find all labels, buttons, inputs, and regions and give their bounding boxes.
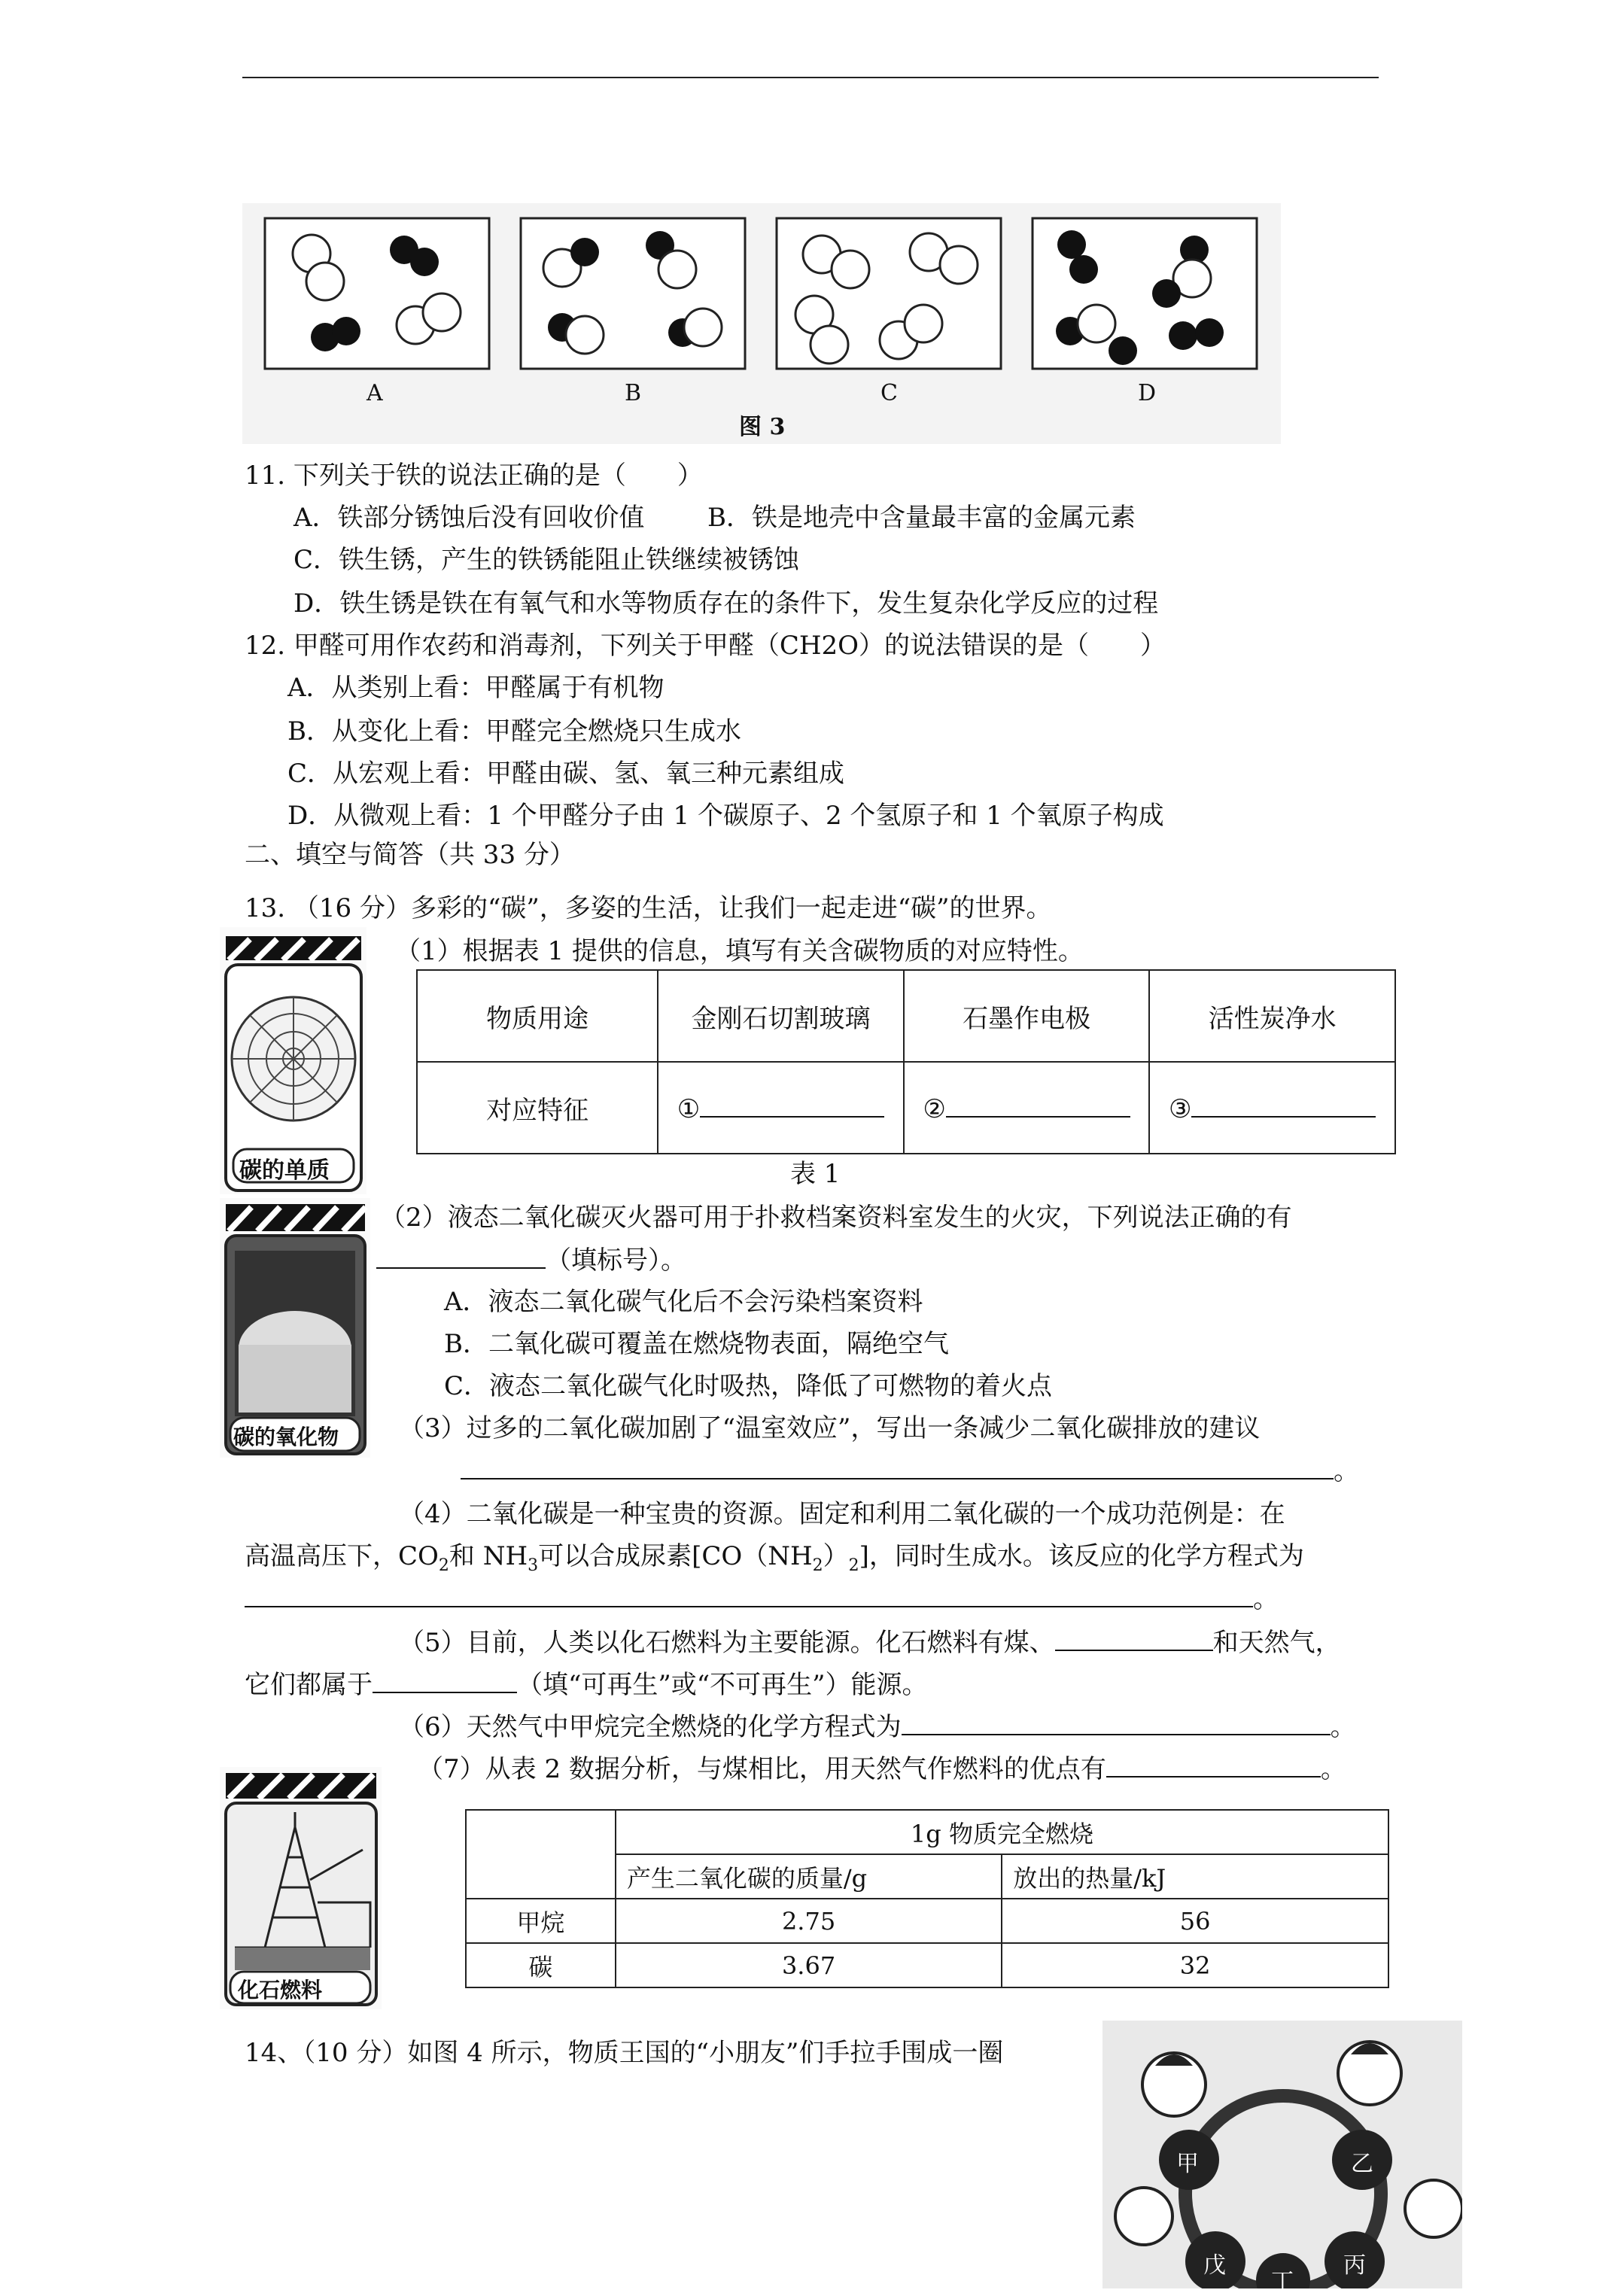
- figure-4-label-jia: 甲: [1176, 2151, 1199, 2177]
- answer-blank-part3[interactable]: [461, 1454, 1334, 1479]
- header-rule: [242, 77, 1379, 78]
- figure-3-label-c: C: [880, 380, 898, 406]
- figure-4-label-ding: 丁: [1271, 2269, 1294, 2295]
- table-1-head-graphite: 石墨作电极: [904, 970, 1150, 1062]
- children-circle-icon: [1102, 2021, 1462, 2288]
- table-1-caption: 表 1: [790, 1159, 841, 1189]
- table-2-col-co2: 产生二氧化碳的质量/g: [616, 1854, 1002, 1899]
- q12-option-d: D．从微观上看：1 个甲醛分子由 1 个碳原子、2 个氢原子和 1 个氧原子构成: [287, 801, 1164, 831]
- q13-part6-end: 。: [1330, 1712, 1356, 1742]
- figure-3-label-a: A: [366, 380, 383, 406]
- figure-3: [242, 203, 1281, 444]
- section-2-heading: 二、填空与简答（共 33 分）: [245, 840, 575, 870]
- q13-stem: 13. （16 分）多彩的“碳”，多姿的生活，让我们一起走进“碳”的世界。: [245, 893, 1052, 923]
- co2-extinguisher-icon: [220, 1198, 370, 1458]
- figure-4-label-bing: 丙: [1343, 2252, 1366, 2279]
- q14-stem: 14、（10 分）如图 4 所示，物质王国的“小朋友”们手拉手围成一圈: [245, 2038, 1004, 2068]
- table-2-carbon-heat: 32: [1002, 1943, 1388, 1987]
- q11-stem: 11. 下列关于铁的说法正确的是（ ）: [245, 461, 703, 491]
- figure-4-label-yi: 乙: [1351, 2151, 1373, 2177]
- answer-blank-part5a[interactable]: [1055, 1625, 1213, 1651]
- q11-option-d: D．铁生锈是铁在有氧气和水等物质存在的条件下，发生复杂化学反应的过程: [293, 588, 1159, 619]
- figure-4-label-wu: 戊: [1203, 2252, 1226, 2279]
- q13-part2-option-b: B．二氧化碳可覆盖在燃烧物表面，隔绝空气: [444, 1329, 949, 1359]
- q13-part2-option-a: A．液态二氧化碳气化后不会污染档案资料: [444, 1287, 923, 1317]
- figure-3-label-d: D: [1138, 380, 1157, 406]
- q13-part2-line1: （2）液态二氧化碳灭火器可用于扑救档案资料室发生的火灾，下列说法正确的有: [380, 1203, 1292, 1233]
- q13-part5-line1b: 和天然气，: [1212, 1628, 1341, 1658]
- blank-mark-3: ③: [1168, 1093, 1192, 1124]
- table-2-row-carbon: 碳: [466, 1943, 616, 1987]
- answer-blank-part2[interactable]: [376, 1243, 546, 1269]
- oil-rig-icon: [220, 1767, 382, 2009]
- table-2-carbon-co2: 3.67: [616, 1943, 1002, 1987]
- q13-part5-line2a: 它们都属于: [245, 1670, 373, 1700]
- q13-part3: （3）过多的二氧化碳加剧了“温室效应”，写出一条减少二氧化碳排放的建议: [399, 1413, 1261, 1443]
- q13-part7: （7）从表 2 数据分析，与煤相比，用天然气作燃料的优点有: [418, 1754, 1106, 1784]
- table-2-methane-heat: 56: [1002, 1899, 1388, 1943]
- table-1-cell-1[interactable]: [658, 1062, 904, 1154]
- fossil-fuel-label: 化石燃料: [238, 1978, 323, 2003]
- q12-stem: 12. 甲醛可用作农药和消毒剂，下列关于甲醛（CH2O）的说法错误的是（ ）: [245, 631, 1166, 661]
- table-1-head-diamond: 金刚石切割玻璃: [658, 970, 904, 1062]
- figure-3-caption: 图 3: [739, 414, 786, 440]
- table-1: [416, 969, 1396, 1154]
- q13-part5-line2b: （填“可再生”或“不可再生”）能源。: [517, 1670, 928, 1700]
- table-2: [465, 1809, 1389, 1988]
- q13-part4-line1: （4）二氧化碳是一种宝贵的资源。固定和利用二氧化碳的一个成功范例是：在: [399, 1499, 1285, 1529]
- table-2-methane-co2: 2.75: [616, 1899, 1002, 1943]
- answer-blank-part6[interactable]: [902, 1710, 1331, 1735]
- q13-part1: （1）根据表 1 提供的信息，填写有关含碳物质的对应特性。: [395, 936, 1084, 966]
- answer-blank-part5b[interactable]: [373, 1668, 517, 1693]
- q13-part3-end: 。: [1334, 1456, 1359, 1486]
- q13-part2-option-c: C．液态二氧化碳气化时吸热，降低了可燃物的着火点: [444, 1371, 1053, 1401]
- table-2-col-heat: 放出的热量/kJ: [1002, 1854, 1388, 1899]
- q11-option-a: A．铁部分锈蚀后没有回收价值: [293, 503, 645, 533]
- figure-4: [1102, 2021, 1462, 2295]
- table-1-cell-2[interactable]: [904, 1062, 1150, 1154]
- blank-mark-2: ②: [923, 1093, 946, 1124]
- answer-blank-3[interactable]: [1191, 1092, 1376, 1118]
- carbon-oxide-image: [220, 1198, 370, 1458]
- carbon-element-label: 碳的单质: [239, 1157, 330, 1184]
- carbon-oxide-label: 碳的氧化物: [233, 1425, 339, 1449]
- fossil-fuel-image: [220, 1767, 382, 2009]
- table-1-head-activated-carbon: 活性炭净水: [1149, 970, 1395, 1062]
- table-2-corner: [466, 1810, 616, 1899]
- answer-blank-2[interactable]: [946, 1092, 1130, 1118]
- table-2-group-head: 1g 物质完全燃烧: [616, 1810, 1388, 1854]
- q13-part6: （6）天然气中甲烷完全燃烧的化学方程式为: [399, 1712, 902, 1742]
- table-2-row-methane: 甲烷: [466, 1899, 616, 1943]
- table-1-cell-3[interactable]: [1149, 1062, 1395, 1154]
- q13-part2-line2: （填标号）。: [546, 1245, 686, 1276]
- q11-option-b: B．铁是地壳中含量最丰富的金属元素: [707, 503, 1136, 533]
- q13-part4-end: 。: [1253, 1584, 1279, 1614]
- table-1-row-feature: 对应特征: [417, 1062, 658, 1154]
- q13-part4-line2: 高温高压下，$CO_2$和 $NH_3$可以合成尿素$[CO(NH_2)_2]$，同时生成水。该反应的化学方程式为: [245, 1541, 1304, 1575]
- answer-blank-part4[interactable]: [245, 1582, 1253, 1607]
- q11-option-c: C．铁生锈，产生的铁锈能阻止铁继续被锈蚀: [293, 545, 800, 575]
- q12-option-c: C．从宏观上看：甲醛由碳、氢、氧三种元素组成: [287, 759, 845, 789]
- q12-option-a: A．从类别上看：甲醛属于有机物: [287, 673, 665, 703]
- q13-part5-line1a: （5）目前，人类以化石燃料为主要能源。化石燃料有煤、: [399, 1628, 1055, 1658]
- q12-option-b: B．从变化上看：甲醛完全燃烧只生成水: [287, 716, 741, 747]
- q13-part7-end: 。: [1320, 1754, 1346, 1784]
- carbon-element-image: [220, 927, 366, 1194]
- answer-blank-1[interactable]: [700, 1092, 884, 1118]
- figure-3-label-b: B: [625, 380, 642, 406]
- table-1-head-use: 物质用途: [417, 970, 658, 1062]
- blank-mark-1: ①: [677, 1093, 701, 1124]
- answer-blank-part7[interactable]: [1106, 1752, 1321, 1777]
